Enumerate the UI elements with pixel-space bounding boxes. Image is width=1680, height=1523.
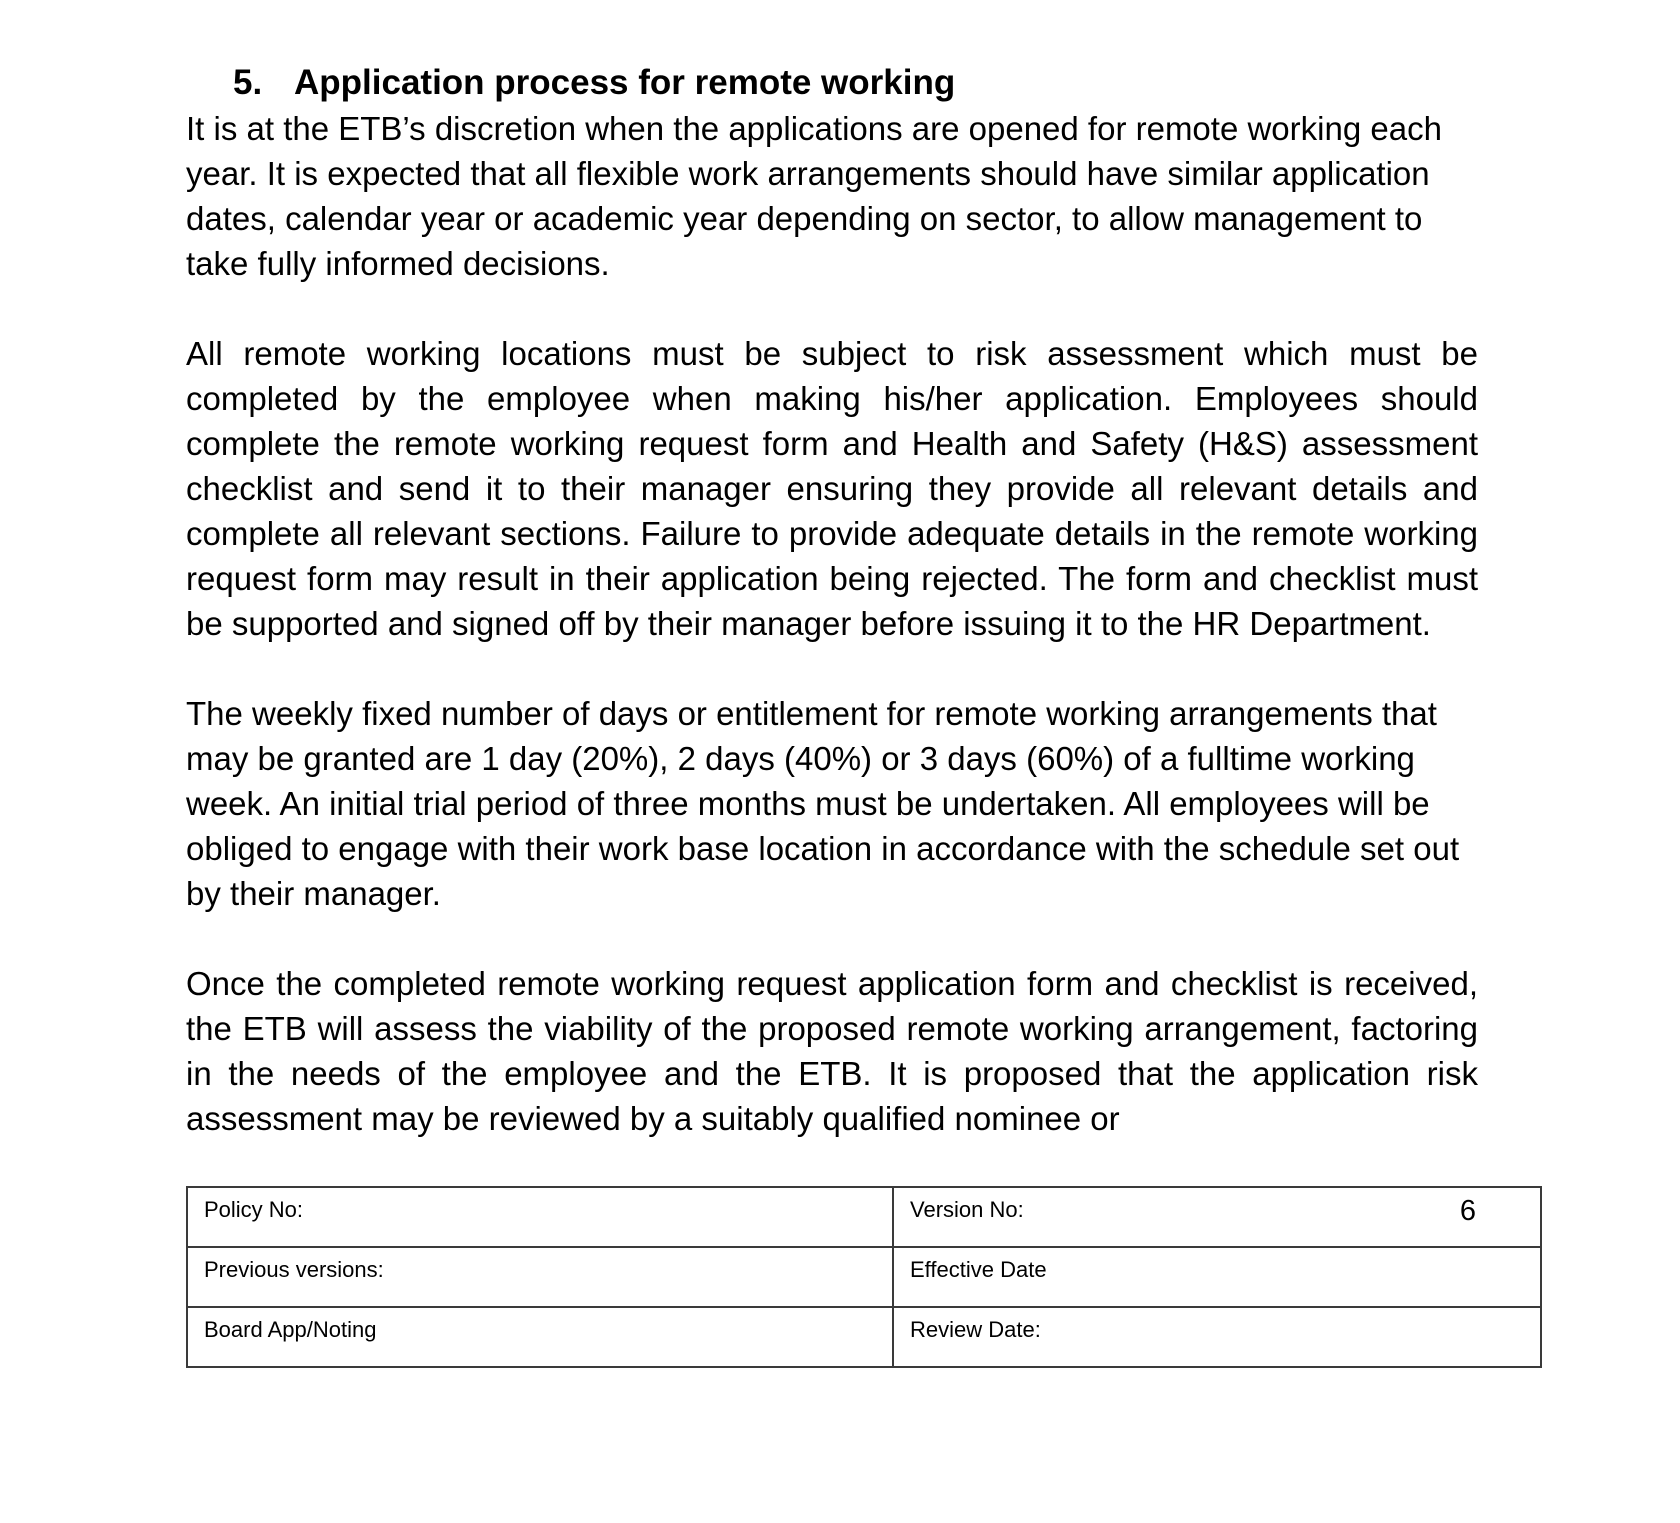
body-paragraph-2: All remote working locations must be subject to risk assessment which must be completed by the employee when making his/her application. Employees should complete the remote working request form and Health and Safety (H&S) assessment checklist and send it to their manager ensuring they provide all relevant details and complete all relevant sections. Failure to provide adequate details in the remote working request form may result in their application being rejected. The form and checklist must be supported and signed off by their manager before issuing it to the HR Department. bbox=[186, 335, 1478, 642]
previous-versions-cell bbox=[187, 1247, 893, 1307]
review-date-cell bbox=[893, 1307, 1541, 1367]
board-app-noting-label: Board App/Noting bbox=[204, 1317, 377, 1342]
table-row-previous-effective bbox=[187, 1247, 1541, 1307]
body-paragraph-1: It is at the ETB’s discretion when the applications are opened for remote working each year. It is expected that all flexible work arrangements should have similar application dates, calendar year or academic year depending on sector, to allow management to take fully informed decisions. bbox=[186, 110, 1442, 282]
section-number: 5. bbox=[233, 63, 263, 102]
section-title: Application process for remote working bbox=[294, 63, 956, 102]
effective-date-cell bbox=[893, 1247, 1541, 1307]
body-paragraph-4: Once the completed remote working request application form and checklist is received, the ETB will assess the viability of the proposed remote working arrangement, factoring in the needs of the employee and the ETB. It is proposed that the application risk assessment may be reviewed by a suitably qualified nominee or bbox=[186, 965, 1478, 1137]
table-row-board-review bbox=[187, 1307, 1541, 1367]
section-heading bbox=[186, 60, 1478, 106]
version-no-cell bbox=[893, 1187, 1541, 1247]
review-date-label: Review Date: bbox=[910, 1317, 1041, 1342]
policy-no-cell bbox=[187, 1187, 893, 1247]
policy-no-label: Policy No: bbox=[204, 1197, 304, 1222]
previous-versions-label: Previous versions: bbox=[204, 1257, 384, 1282]
effective-date-label: Effective Date bbox=[910, 1257, 1047, 1282]
table-row-policy-version bbox=[187, 1187, 1541, 1247]
section-content bbox=[186, 0, 1478, 1141]
board-app-noting-cell bbox=[187, 1307, 893, 1367]
version-number-value: 6 bbox=[1459, 1195, 1476, 1227]
body-paragraph-3: The weekly fixed number of days or entitlement for remote working arrangements that may be granted are 1 day (20%), 2 days (40%) or 3 days (60%) of a fulltime working week. An initial trial period of three months must be undertaken. All employees will be obliged to engage with their work base location in accordance with the schedule set out by their manager. bbox=[186, 695, 1460, 912]
version-no-label: Version No: bbox=[910, 1197, 1024, 1222]
policy-footer-table bbox=[186, 1186, 1542, 1368]
